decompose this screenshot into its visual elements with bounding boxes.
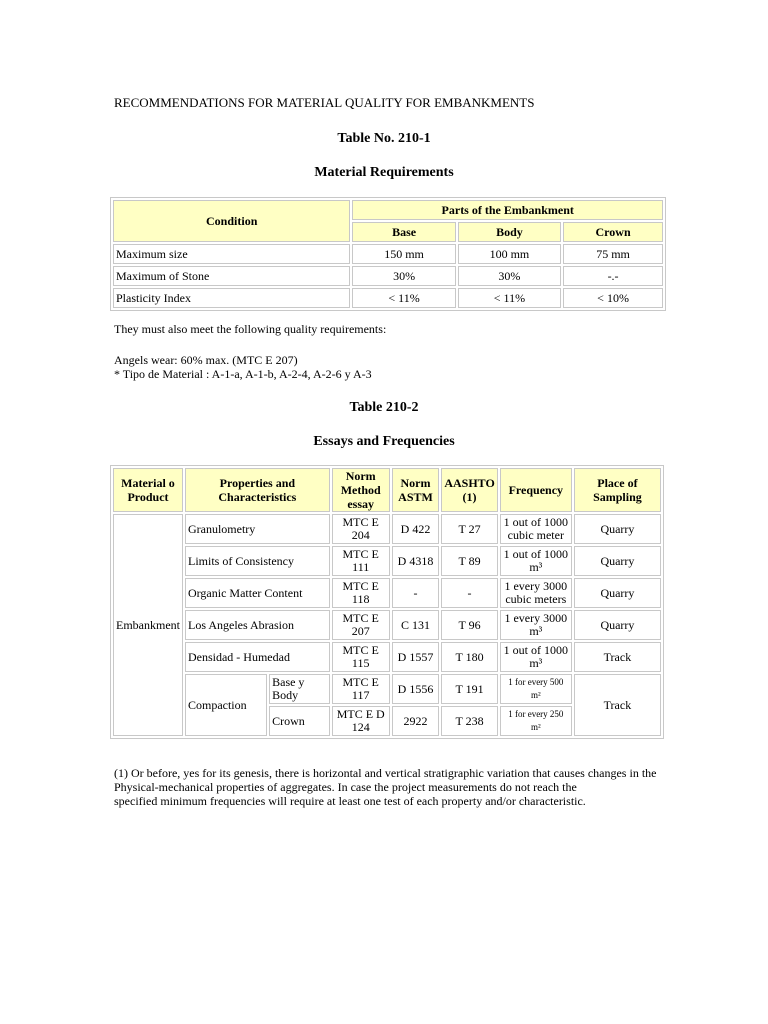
value-cell: < 11% bbox=[352, 288, 455, 308]
frequency-cell: 1 for every 250 m² bbox=[500, 706, 572, 736]
mtc-cell: MTC E 111 bbox=[332, 546, 390, 576]
header-crown: Crown bbox=[563, 222, 663, 242]
property-cell: Densidad - Humedad bbox=[185, 642, 330, 672]
astm-cell: D 4318 bbox=[392, 546, 440, 576]
aashto-cell: - bbox=[441, 578, 497, 608]
header-frequency: Frequency bbox=[500, 468, 572, 512]
footnote-line-2: Physical-mechanical properties of aggregates. In case the project measurements do not reach the bbox=[114, 780, 577, 794]
frequency-cell: 1 out of 1000 m³ bbox=[500, 546, 572, 576]
value-cell: -.- bbox=[563, 266, 663, 286]
value-cell: 150 mm bbox=[352, 244, 455, 264]
place-cell: Quarry bbox=[574, 546, 661, 576]
astm-cell: D 1557 bbox=[392, 642, 440, 672]
condition-cell: Maximum of Stone bbox=[113, 266, 350, 286]
aashto-cell: T 89 bbox=[441, 546, 497, 576]
material-type-note: * Tipo de Material : A-1-a, A-1-b, A-2-4, A-2-6 y A-3 bbox=[114, 367, 372, 381]
property-cell: Organic Matter Content bbox=[185, 578, 330, 608]
header-place-of-sampling: Place of Sampling bbox=[574, 468, 661, 512]
value-cell: < 11% bbox=[458, 288, 561, 308]
header-aashto: AASHTO (1) bbox=[441, 468, 497, 512]
value-cell: 30% bbox=[458, 266, 561, 286]
mtc-cell: MTC E 115 bbox=[332, 642, 390, 672]
mtc-cell: MTC E D 124 bbox=[332, 706, 390, 736]
compaction-part-cell: Crown bbox=[269, 706, 330, 736]
astm-cell: D 1556 bbox=[392, 674, 440, 704]
table1-title: Material Requirements bbox=[314, 165, 454, 180]
aashto-cell: T 96 bbox=[441, 610, 497, 640]
astm-cell: 2922 bbox=[392, 706, 440, 736]
aashto-cell: T 180 bbox=[441, 642, 497, 672]
material-cell: Embankment bbox=[113, 514, 183, 736]
value-cell: 30% bbox=[352, 266, 455, 286]
header-material: Material o Product bbox=[113, 468, 183, 512]
angels-wear-note: Angels wear: 60% max. (MTC E 207) bbox=[114, 353, 298, 367]
header-condition: Condition bbox=[113, 200, 350, 242]
table-row bbox=[113, 514, 661, 544]
condition-cell: Plasticity Index bbox=[113, 288, 350, 308]
material-requirements-table bbox=[110, 197, 666, 311]
place-cell: Quarry bbox=[574, 610, 661, 640]
table2-title: Essays and Frequencies bbox=[313, 434, 455, 449]
condition-cell: Maximum size bbox=[113, 244, 350, 264]
header-properties: Properties and Characteristics bbox=[185, 468, 330, 512]
table-row bbox=[113, 674, 661, 704]
compaction-part-cell: Base y Body bbox=[269, 674, 330, 704]
table-row bbox=[113, 244, 663, 264]
header-parts-of-embankment: Parts of the Embankment bbox=[352, 200, 663, 220]
header-norm-essay: Norm Method essay bbox=[332, 468, 390, 512]
header-body: Body bbox=[458, 222, 561, 242]
frequency-cell: 1 out of 1000 cubic meter bbox=[500, 514, 572, 544]
table-row bbox=[113, 266, 663, 286]
place-cell: Quarry bbox=[574, 514, 661, 544]
table-row bbox=[113, 578, 661, 608]
value-cell: 100 mm bbox=[458, 244, 561, 264]
footnote-line-3: specified minimum frequencies will require at least one test of each property and/or characteristic. bbox=[114, 794, 586, 808]
table-row bbox=[113, 642, 661, 672]
property-cell: Granulometry bbox=[185, 514, 330, 544]
property-cell: Limits of Consistency bbox=[185, 546, 330, 576]
value-cell: < 10% bbox=[563, 288, 663, 308]
header-base: Base bbox=[352, 222, 455, 242]
table-row bbox=[113, 610, 661, 640]
frequency-cell: 1 every 3000 m³ bbox=[500, 610, 572, 640]
property-cell: Los Angeles Abrasion bbox=[185, 610, 330, 640]
mtc-cell: MTC E 118 bbox=[332, 578, 390, 608]
document-heading: RECOMMENDATIONS FOR MATERIAL QUALITY FOR EMBANKMENTS bbox=[114, 95, 535, 110]
mtc-cell: MTC E 207 bbox=[332, 610, 390, 640]
footnote-line-1: (1) Or before, yes for its genesis, there is horizontal and vertical stratigraphic variation that causes changes in the bbox=[114, 766, 657, 780]
frequency-cell: 1 out of 1000 m³ bbox=[500, 642, 572, 672]
essays-frequencies-table bbox=[110, 465, 664, 739]
table-row bbox=[113, 546, 661, 576]
quality-intro: They must also meet the following quality requirements: bbox=[114, 322, 387, 336]
value-cell: 75 mm bbox=[563, 244, 663, 264]
aashto-cell: T 27 bbox=[441, 514, 497, 544]
aashto-cell: T 191 bbox=[441, 674, 497, 704]
astm-cell: - bbox=[392, 578, 440, 608]
place-cell: Track bbox=[574, 642, 661, 672]
table1-number: Table No. 210-1 bbox=[337, 131, 431, 146]
astm-cell: C 131 bbox=[392, 610, 440, 640]
place-cell: Quarry bbox=[574, 578, 661, 608]
table2-number: Table 210-2 bbox=[349, 400, 419, 415]
header-astm: Norm ASTM bbox=[392, 468, 440, 512]
table-row bbox=[113, 288, 663, 308]
compaction-cell: Compaction bbox=[185, 674, 267, 736]
frequency-cell: 1 for every 500 m² bbox=[500, 674, 572, 704]
frequency-cell: 1 every 3000 cubic meters bbox=[500, 578, 572, 608]
place-cell: Track bbox=[574, 674, 661, 736]
mtc-cell: MTC E 204 bbox=[332, 514, 390, 544]
mtc-cell: MTC E 117 bbox=[332, 674, 390, 704]
aashto-cell: T 238 bbox=[441, 706, 497, 736]
astm-cell: D 422 bbox=[392, 514, 440, 544]
